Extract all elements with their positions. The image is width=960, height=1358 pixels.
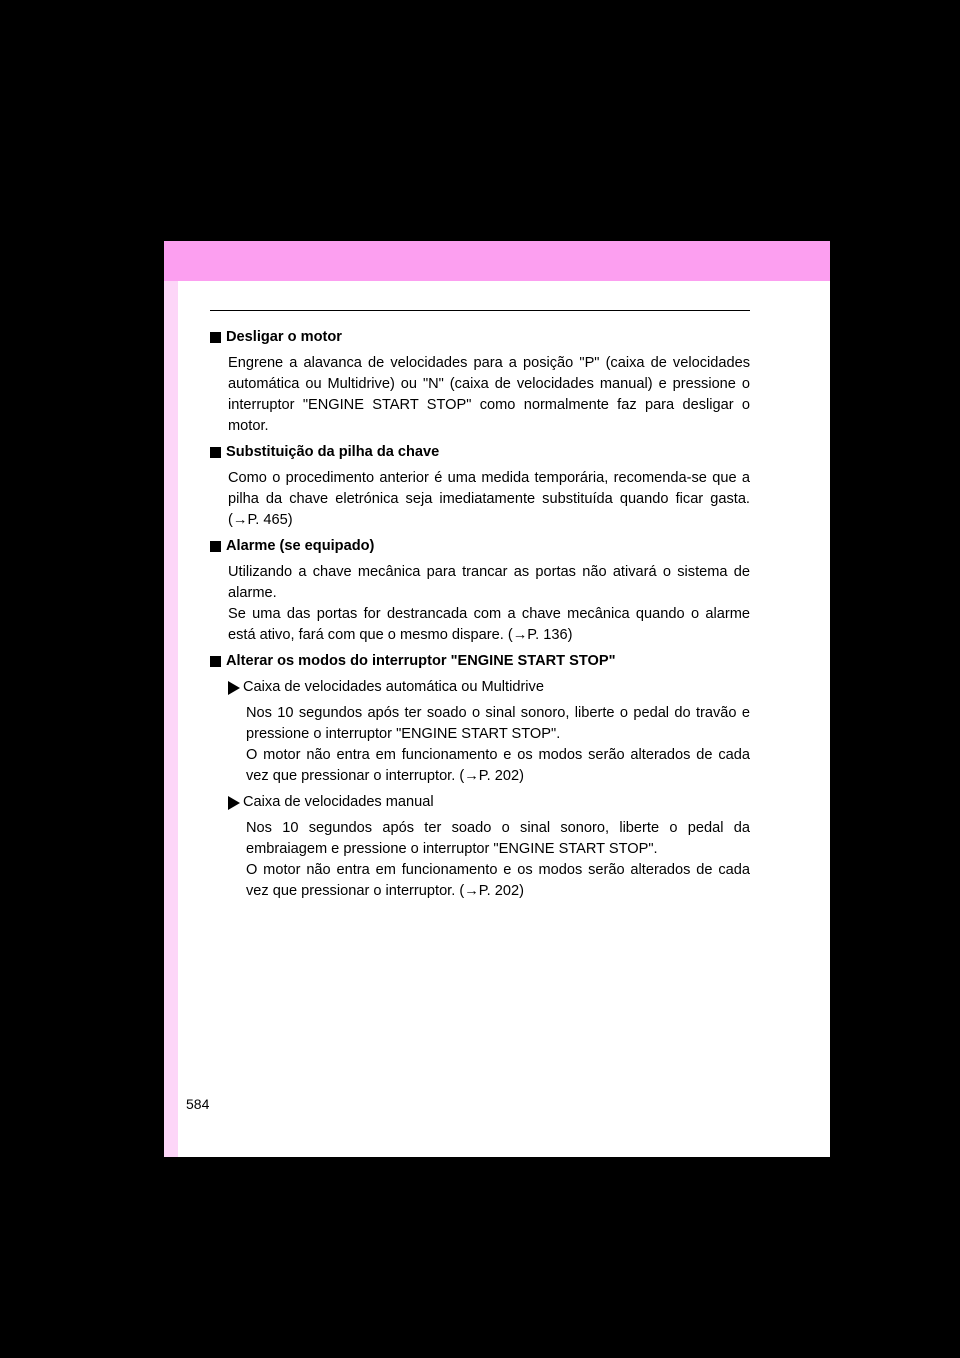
triangle-bullet-icon bbox=[228, 681, 240, 695]
section-substituicao-pilha bbox=[210, 442, 750, 531]
section-heading bbox=[210, 327, 750, 348]
subsection-line: O motor não entra em funcionamento e os modos serão alterados de cada vez que pressionar o interruptor. (→P. 202) bbox=[246, 747, 750, 784]
subsection-body bbox=[228, 818, 750, 902]
section-title: Substituição da pilha da chave bbox=[226, 444, 440, 460]
subsection-automatica bbox=[210, 677, 750, 787]
subsection-heading bbox=[228, 677, 750, 698]
section-title: Alterar os modos do interruptor "ENGINE START STOP" bbox=[226, 653, 616, 669]
subsection-line: Nos 10 segundos após ter soado o sinal sonoro, liberte o pedal do travão e pressione o interruptor "ENGINE START STOP". bbox=[246, 705, 750, 742]
header-band bbox=[164, 241, 830, 281]
subsection-line: O motor não entra em funcionamento e os modos serão alterados de cada vez que pressionar o interruptor. (→P. 202) bbox=[246, 862, 750, 899]
subsection-heading bbox=[228, 792, 750, 813]
section-heading bbox=[210, 442, 750, 463]
triangle-bullet-icon bbox=[228, 796, 240, 810]
section-desligar-motor bbox=[210, 327, 750, 437]
square-bullet-icon bbox=[210, 656, 221, 667]
section-heading bbox=[210, 651, 750, 672]
page-content bbox=[210, 327, 750, 907]
section-title: Desligar o motor bbox=[226, 329, 342, 345]
subsection-manual bbox=[210, 792, 750, 902]
section-title: Alarme (se equipado) bbox=[226, 538, 375, 554]
square-bullet-icon bbox=[210, 332, 221, 343]
section-body-line: Utilizando a chave mecânica para trancar as portas não ativará o sistema de alarme. bbox=[228, 564, 750, 601]
subsection-label: Caixa de velocidades automática ou Multidrive bbox=[243, 679, 544, 695]
subsection-body bbox=[228, 703, 750, 787]
manual-page bbox=[164, 241, 830, 1157]
side-band bbox=[164, 281, 178, 1157]
square-bullet-icon bbox=[210, 541, 221, 552]
section-alarme bbox=[210, 536, 750, 646]
header-rule bbox=[210, 310, 750, 311]
section-body: Engrene a alavanca de velocidades para a posição "P" (caixa de velocidades automática ou Multidrive) ou "N" (caixa de velocidades manual) e pressione o interruptor "ENGINE START STOP" como normalmente faz para desligar o motor. bbox=[228, 355, 750, 434]
section-body-line: Se uma das portas for destrancada com a chave mecânica quando o alarme está ativo, fará com que o mesmo dispare. (→P. 136) bbox=[228, 606, 750, 643]
subsection-label: Caixa de velocidades manual bbox=[243, 794, 434, 810]
section-body: Como o procedimento anterior é uma medida temporária, recomenda-se que a pilha da chave eletrónica seja imediatamente substituída quando ficar gasta. (→P. 465) bbox=[228, 470, 750, 528]
subsection-line: Nos 10 segundos após ter soado o sinal sonoro, liberte o pedal da embraiagem e pressione o interruptor "ENGINE START STOP". bbox=[246, 820, 750, 857]
page-number: 584 bbox=[186, 1096, 210, 1112]
section-heading bbox=[210, 536, 750, 557]
square-bullet-icon bbox=[210, 447, 221, 458]
section-alterar-modos bbox=[210, 651, 750, 902]
